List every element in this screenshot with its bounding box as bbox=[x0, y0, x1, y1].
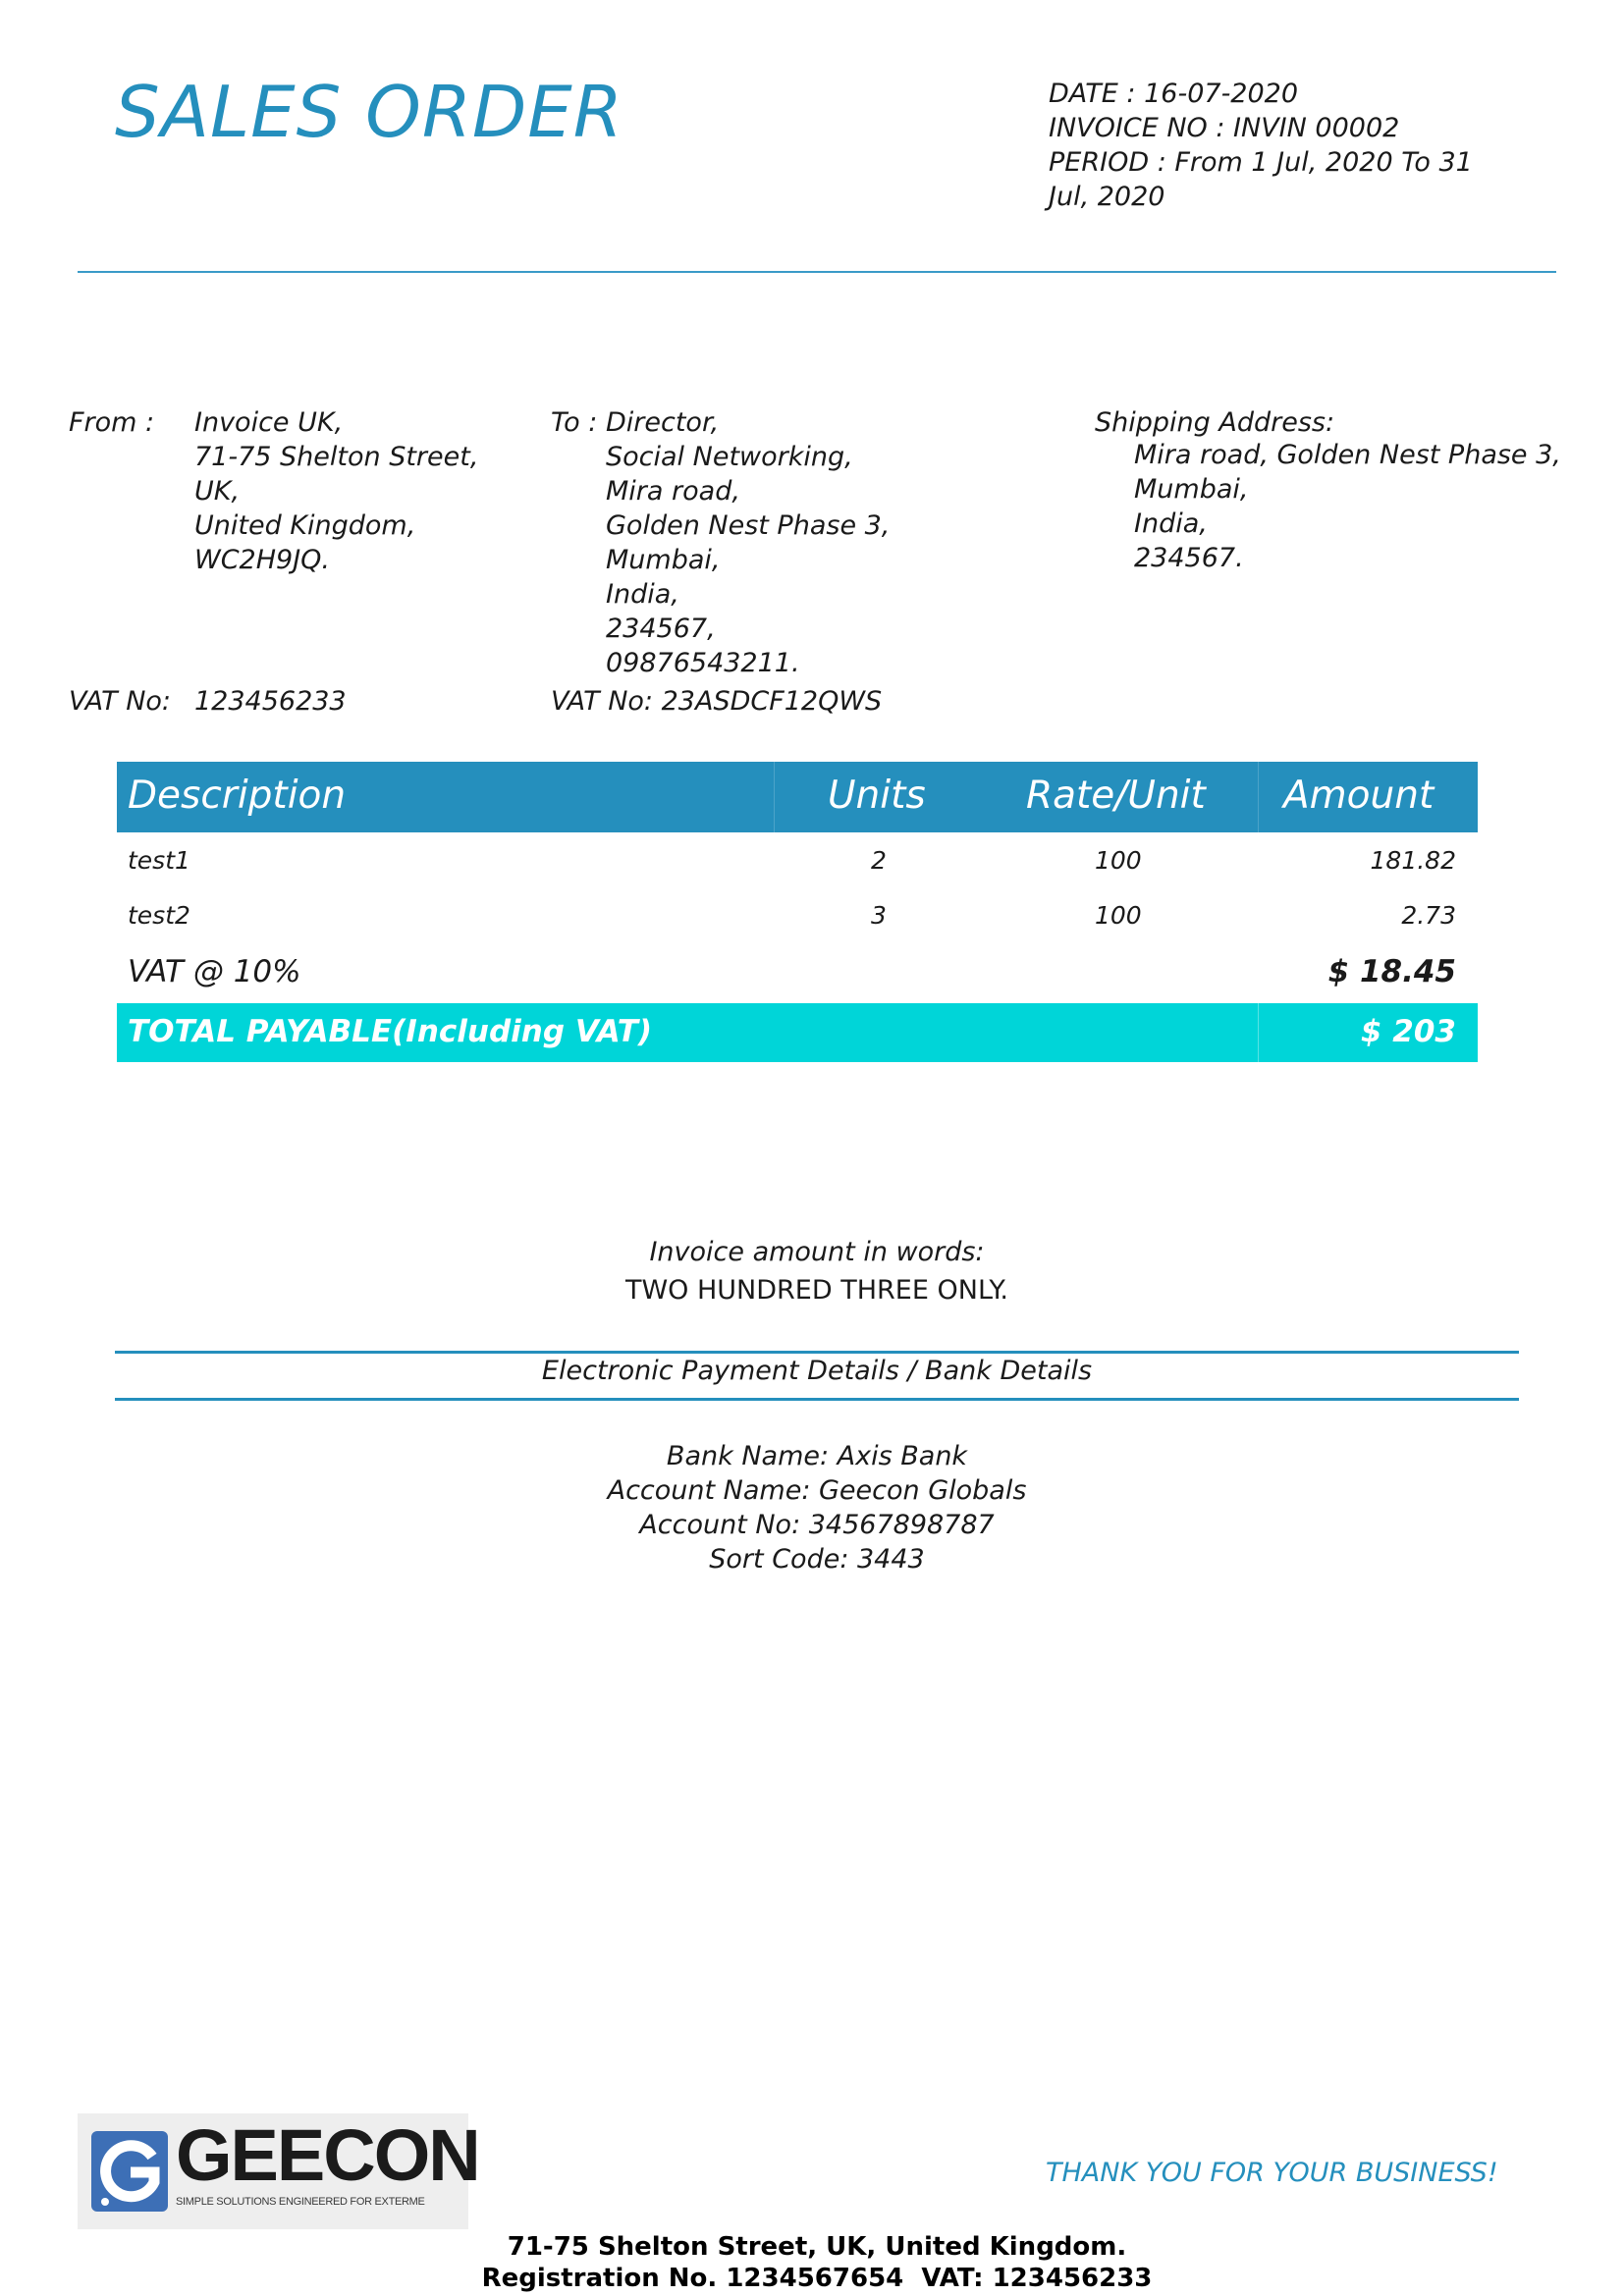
address-line: Mira road, bbox=[606, 476, 740, 507]
address-line: United Kingdom, bbox=[194, 510, 416, 541]
to-label: To : bbox=[551, 407, 598, 438]
column-divider bbox=[1258, 762, 1259, 832]
cell-rate: 100 bbox=[1095, 901, 1142, 930]
from-vat-value: 123456233 bbox=[194, 686, 347, 717]
to-address bbox=[606, 405, 890, 680]
total-amount: $ 203 bbox=[1360, 1014, 1456, 1049]
address-line: Golden Nest Phase 3, bbox=[606, 510, 891, 541]
invoice-number: INVOICE NO : INVIN 00002 bbox=[1049, 113, 1400, 143]
cell-rate: 100 bbox=[1095, 846, 1142, 875]
address-line: 09876543211. bbox=[606, 648, 800, 678]
thank-you-message: THANK YOU FOR YOUR BUSINESS! bbox=[1046, 2158, 1498, 2188]
total-row bbox=[117, 1003, 1478, 1062]
cell-units: 3 bbox=[871, 901, 887, 930]
logo-wordmark: GEECON bbox=[176, 2114, 479, 2196]
column-divider bbox=[774, 762, 775, 832]
shipping-address bbox=[1134, 438, 1561, 575]
vat-row bbox=[117, 942, 1478, 1003]
address-line: India, bbox=[606, 579, 679, 610]
table-row bbox=[117, 887, 1478, 942]
address-line: Mumbai, bbox=[606, 545, 721, 575]
vat-label: VAT @ 10% bbox=[128, 954, 301, 989]
from-vat-label: VAT No: bbox=[69, 686, 172, 717]
address-line: Invoice UK, bbox=[194, 407, 344, 438]
invoice-period: PERIOD : From 1 Jul, 2020 To 31 bbox=[1049, 147, 1473, 178]
column-header-units: Units bbox=[828, 774, 926, 818]
amount-in-words-label: Invoice amount in words: bbox=[649, 1237, 985, 1267]
table-header bbox=[117, 762, 1478, 832]
account-number: Account No: 34567898787 bbox=[639, 1510, 995, 1540]
sort-code: Sort Code: 3443 bbox=[709, 1544, 925, 1575]
address-line: UK, bbox=[194, 476, 241, 507]
payment-divider-top bbox=[115, 1351, 1519, 1354]
cell-units: 2 bbox=[871, 846, 887, 875]
company-footer bbox=[0, 2231, 1624, 2294]
amount-in-words: TWO HUNDRED THREE ONLY. bbox=[624, 1275, 1009, 1306]
invoice-meta bbox=[1049, 77, 1520, 214]
cell-amount: 2.73 bbox=[1401, 901, 1456, 930]
payment-divider-bottom bbox=[115, 1398, 1519, 1401]
logo-tagline: SIMPLE SOLUTIONS ENGINEERED FOR EXTERME bbox=[176, 2196, 425, 2208]
cell-description: test1 bbox=[128, 846, 190, 875]
footer-registration: Registration No. 1234567654 VAT: 123456233 bbox=[481, 2264, 1153, 2293]
total-label: TOTAL PAYABLE(Including VAT) bbox=[128, 1014, 653, 1049]
header-divider bbox=[78, 271, 1556, 273]
invoice-date: DATE : 16-07-2020 bbox=[1049, 79, 1299, 109]
payment-heading: Electronic Payment Details / Bank Details bbox=[541, 1356, 1093, 1386]
column-header-rate: Rate/Unit bbox=[1026, 774, 1206, 818]
page-title: SALES ORDER bbox=[115, 71, 623, 153]
bank-details bbox=[0, 1439, 1624, 1576]
address-line: Mumbai, bbox=[1134, 474, 1249, 505]
bank-name: Bank Name: Axis Bank bbox=[666, 1441, 968, 1471]
column-header-description: Description bbox=[128, 774, 347, 818]
address-line: 234567, bbox=[606, 614, 716, 644]
company-logo bbox=[78, 2113, 479, 2229]
address-line: WC2H9JQ. bbox=[194, 545, 331, 575]
invoice-period-cont: Jul, 2020 bbox=[1049, 182, 1165, 212]
cell-description: test2 bbox=[128, 901, 190, 930]
address-line: India, bbox=[1134, 508, 1208, 539]
from-label: From : bbox=[69, 407, 155, 438]
shipping-label: Shipping Address: bbox=[1095, 407, 1335, 438]
vat-amount: $ 18.45 bbox=[1327, 954, 1456, 989]
column-divider bbox=[1258, 1003, 1259, 1062]
account-name: Account Name: Geecon Globals bbox=[607, 1475, 1027, 1506]
items-table bbox=[117, 762, 1478, 1062]
address-line: Director, bbox=[606, 407, 720, 438]
column-header-amount: Amount bbox=[1283, 774, 1435, 818]
address-line: Social Networking, bbox=[606, 442, 853, 472]
from-address bbox=[194, 405, 478, 577]
address-line: 234567. bbox=[1134, 543, 1244, 573]
footer-address: 71-75 Shelton Street, UK, United Kingdom. bbox=[507, 2232, 1127, 2262]
address-line: Mira road, Golden Nest Phase 3, bbox=[1134, 440, 1561, 470]
table-row bbox=[117, 832, 1478, 887]
address-line: 71-75 Shelton Street, bbox=[194, 442, 479, 472]
cell-amount: 181.82 bbox=[1370, 846, 1456, 875]
logo-g-icon bbox=[91, 2131, 168, 2212]
to-vat: VAT No: 23ASDCF12QWS bbox=[551, 686, 883, 717]
